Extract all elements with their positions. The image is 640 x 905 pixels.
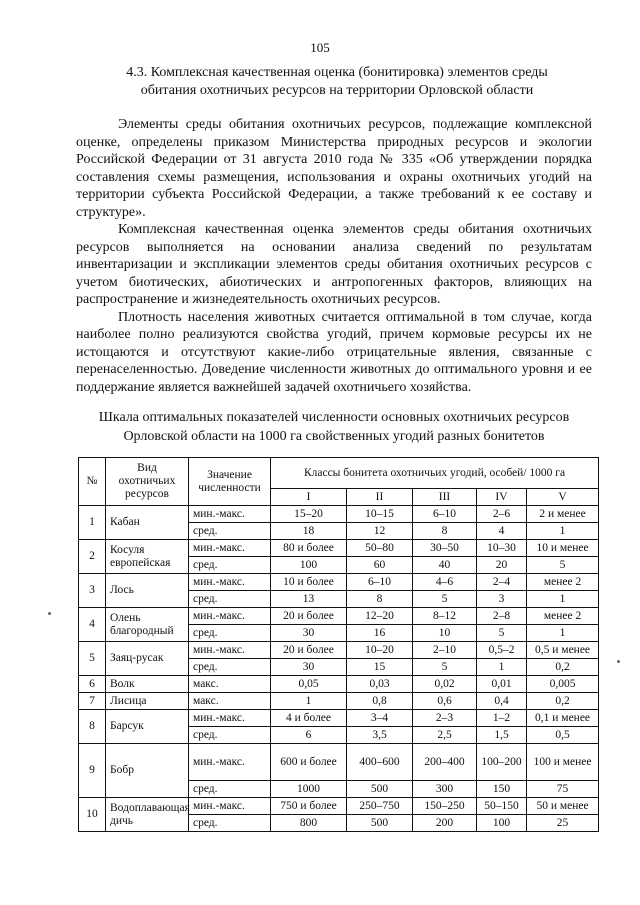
class-1-value: 6 xyxy=(271,727,347,744)
value-type: мин.-макс. xyxy=(189,744,271,781)
class-2-value: 500 xyxy=(347,781,413,798)
class-3-value: 8 xyxy=(413,523,477,540)
class-1-value: 30 xyxy=(271,659,347,676)
table-row xyxy=(79,693,599,710)
class-5-value: 1 xyxy=(527,625,599,642)
value-type: сред. xyxy=(189,781,271,798)
class-3-value: 6–10 xyxy=(413,506,477,523)
row-number: 1 xyxy=(79,506,106,540)
class-1-value: 30 xyxy=(271,625,347,642)
row-number: 10 xyxy=(79,798,106,832)
value-type: сред. xyxy=(189,557,271,574)
table-container xyxy=(78,457,598,832)
class-1-value: 750 и более xyxy=(271,798,347,815)
class-4-value: 4 xyxy=(477,523,527,540)
resource-name: Лисица xyxy=(106,693,189,710)
class-3-value: 0,6 xyxy=(413,693,477,710)
class-2-value: 0,03 xyxy=(347,676,413,693)
table-row xyxy=(79,540,599,557)
resource-name: Бобр xyxy=(106,744,189,798)
value-type: мин.-макс. xyxy=(189,608,271,625)
class-3-value: 2–10 xyxy=(413,642,477,659)
class-4-value: 2–8 xyxy=(477,608,527,625)
class-2-value: 16 xyxy=(347,625,413,642)
class-5-value: 2 и менее xyxy=(527,506,599,523)
paragraph-3: Плотность населения животных считается оптимальной в том случае, когда наиболее полно реализуются свойства угодий, причем кормовые ресурсы их не истощаются и отсутствуют какие-либо отрицательные явления, связанные с перенаселенностью. Доведение численности животных до оптимального уровня и ее поддержание является важнейшей задачей охотничьего хозяйства. xyxy=(76,309,592,395)
value-type: сред. xyxy=(189,815,271,832)
class-2-value: 10–15 xyxy=(347,506,413,523)
class-1-value: 20 и более xyxy=(271,608,347,625)
class-2-value: 50–80 xyxy=(347,540,413,557)
class-2-value: 500 xyxy=(347,815,413,832)
section-title-line-1: 4.3. Комплексная качественная оценка (бонитировка) элементов среды xyxy=(126,65,548,80)
class-1-value: 10 и более xyxy=(271,574,347,591)
class-1-value: 1000 xyxy=(271,781,347,798)
table-row xyxy=(79,608,599,625)
class-2-value: 12–20 xyxy=(347,608,413,625)
class-3-value: 30–50 xyxy=(413,540,477,557)
row-number: 4 xyxy=(79,608,106,642)
class-1-value: 0,05 xyxy=(271,676,347,693)
class-3-value: 200 xyxy=(413,815,477,832)
class-1-value: 100 xyxy=(271,557,347,574)
class-5-value: 5 xyxy=(527,557,599,574)
value-type: мин.-макс. xyxy=(189,642,271,659)
class-5-value: 0,5 и менее xyxy=(527,642,599,659)
class-5-value: 1 xyxy=(527,591,599,608)
header-class-3: III xyxy=(413,489,477,506)
table-row xyxy=(79,574,599,591)
table-caption xyxy=(60,408,608,446)
value-type: мин.-макс. xyxy=(189,540,271,557)
scan-speck-icon xyxy=(617,660,620,663)
class-3-value: 150–250 xyxy=(413,798,477,815)
class-2-value: 15 xyxy=(347,659,413,676)
header-class-2: II xyxy=(347,489,413,506)
class-5-value: 1 xyxy=(527,523,599,540)
table-row xyxy=(79,744,599,781)
class-5-value: 0,1 и менее xyxy=(527,710,599,727)
class-2-value: 10–20 xyxy=(347,642,413,659)
class-2-value: 6–10 xyxy=(347,574,413,591)
class-1-value: 4 и более xyxy=(271,710,347,727)
class-5-value: 10 и менее xyxy=(527,540,599,557)
value-type: макс. xyxy=(189,676,271,693)
table-row xyxy=(79,676,599,693)
body-text xyxy=(76,116,592,396)
class-3-value: 2,5 xyxy=(413,727,477,744)
section-title-line-2: обитания охотничьих ресурсов на территории Орловской области xyxy=(140,83,534,98)
class-4-value: 0,4 xyxy=(477,693,527,710)
class-4-value: 0,01 xyxy=(477,676,527,693)
table-row xyxy=(79,710,599,727)
table-caption-line-1: Шкала оптимальных показателей численности основных охотничьих ресурсов xyxy=(98,410,570,425)
header-resource: Вид охотничьих ресурсов xyxy=(106,458,189,506)
class-3-value: 4–6 xyxy=(413,574,477,591)
class-5-value: 50 и менее xyxy=(527,798,599,815)
class-4-value: 1 xyxy=(477,659,527,676)
class-1-value: 13 xyxy=(271,591,347,608)
class-1-value: 80 и более xyxy=(271,540,347,557)
class-5-value: 100 и менее xyxy=(527,744,599,781)
table-row xyxy=(79,506,599,523)
class-4-value: 150 xyxy=(477,781,527,798)
class-4-value: 1–2 xyxy=(477,710,527,727)
class-3-value: 300 xyxy=(413,781,477,798)
class-1-value: 1 xyxy=(271,693,347,710)
value-type: мин.-макс. xyxy=(189,710,271,727)
class-4-value: 100 xyxy=(477,815,527,832)
resource-name: Олень благородный xyxy=(106,608,189,642)
section-title xyxy=(78,64,596,100)
class-4-value: 2–4 xyxy=(477,574,527,591)
header-num: № xyxy=(79,458,106,506)
header-class-5: V xyxy=(527,489,599,506)
class-4-value: 0,5–2 xyxy=(477,642,527,659)
header-class-1: I xyxy=(271,489,347,506)
value-type: макс. xyxy=(189,693,271,710)
class-2-value: 60 xyxy=(347,557,413,574)
class-4-value: 1,5 xyxy=(477,727,527,744)
class-3-value: 200–400 xyxy=(413,744,477,781)
table-caption-line-2: Орловской области на 1000 га свойственных угодий разных бонитетов xyxy=(123,429,545,444)
table-body xyxy=(79,506,599,832)
resource-name: Водоплавающая дичь xyxy=(106,798,189,832)
class-5-value: менее 2 xyxy=(527,574,599,591)
resource-name: Волк xyxy=(106,676,189,693)
class-3-value: 40 xyxy=(413,557,477,574)
class-2-value: 400–600 xyxy=(347,744,413,781)
class-2-value: 8 xyxy=(347,591,413,608)
header-value: Значение численности xyxy=(189,458,271,506)
row-number: 6 xyxy=(79,676,106,693)
class-3-value: 5 xyxy=(413,591,477,608)
value-type: сред. xyxy=(189,659,271,676)
class-3-value: 10 xyxy=(413,625,477,642)
table-row xyxy=(79,798,599,815)
value-type: сред. xyxy=(189,523,271,540)
class-1-value: 800 xyxy=(271,815,347,832)
class-3-value: 5 xyxy=(413,659,477,676)
row-number: 3 xyxy=(79,574,106,608)
class-5-value: 0,2 xyxy=(527,693,599,710)
scan-speck-icon xyxy=(48,612,51,615)
class-2-value: 250–750 xyxy=(347,798,413,815)
class-4-value: 20 xyxy=(477,557,527,574)
value-type: сред. xyxy=(189,625,271,642)
class-4-value: 10–30 xyxy=(477,540,527,557)
row-number: 2 xyxy=(79,540,106,574)
class-2-value: 3,5 xyxy=(347,727,413,744)
class-1-value: 15–20 xyxy=(271,506,347,523)
value-type: сред. xyxy=(189,727,271,744)
table-row xyxy=(79,642,599,659)
class-2-value: 3–4 xyxy=(347,710,413,727)
resource-name: Косуля европейская xyxy=(106,540,189,574)
row-number: 7 xyxy=(79,693,106,710)
class-5-value: 25 xyxy=(527,815,599,832)
class-5-value: 0,005 xyxy=(527,676,599,693)
class-5-value: менее 2 xyxy=(527,608,599,625)
header-classes: Классы бонитета охотничьих угодий, особей/ 1000 га xyxy=(271,458,599,489)
class-5-value: 0,2 xyxy=(527,659,599,676)
row-number: 8 xyxy=(79,710,106,744)
class-4-value: 50–150 xyxy=(477,798,527,815)
page-number: 105 xyxy=(310,40,330,55)
class-3-value: 0,02 xyxy=(413,676,477,693)
resource-name: Кабан xyxy=(106,506,189,540)
value-type: мин.-макс. xyxy=(189,574,271,591)
class-3-value: 2–3 xyxy=(413,710,477,727)
value-type: мин.-макс. xyxy=(189,798,271,815)
class-2-value: 0,8 xyxy=(347,693,413,710)
paragraph-2: Комплексная качественная оценка элементов среды обитания охотничьих ресурсов выполняется на основании анализа сведений по результатам инвентаризации и экспликации элементов среды обитания охотничьих ресурсов с учетом биотических, абиотических и антропогенных факторов, влияющих на распространение и жизнедеятельность охотничьих ресурсов. xyxy=(76,222,592,307)
class-4-value: 100–200 xyxy=(477,744,527,781)
resource-name: Лось xyxy=(106,574,189,608)
value-type: мин.-макс. xyxy=(189,506,271,523)
class-3-value: 8–12 xyxy=(413,608,477,625)
class-5-value: 0,5 xyxy=(527,727,599,744)
class-1-value: 18 xyxy=(271,523,347,540)
header-class-4: IV xyxy=(477,489,527,506)
class-5-value: 75 xyxy=(527,781,599,798)
row-number: 5 xyxy=(79,642,106,676)
value-type: сред. xyxy=(189,591,271,608)
class-4-value: 2–6 xyxy=(477,506,527,523)
class-4-value: 5 xyxy=(477,625,527,642)
class-1-value: 600 и более xyxy=(271,744,347,781)
resource-name: Заяц-русак xyxy=(106,642,189,676)
row-number: 9 xyxy=(79,744,106,798)
resource-name: Барсук xyxy=(106,710,189,744)
optimal-density-table xyxy=(78,457,599,832)
class-4-value: 3 xyxy=(477,591,527,608)
class-1-value: 20 и более xyxy=(271,642,347,659)
class-2-value: 12 xyxy=(347,523,413,540)
paragraph-1: Элементы среды обитания охотничьих ресурсов, подлежащие комплексной оценке, определены приказом Министерства природных ресурсов и экологии Российской Федерации от 31 августа 2010 года № 335 «Об утверждении порядка составления схемы размещения, использования и охраны охотничьих угодий на территории субъекта Российской Федерации, а также требований к ее составу и структуре». xyxy=(76,117,592,220)
